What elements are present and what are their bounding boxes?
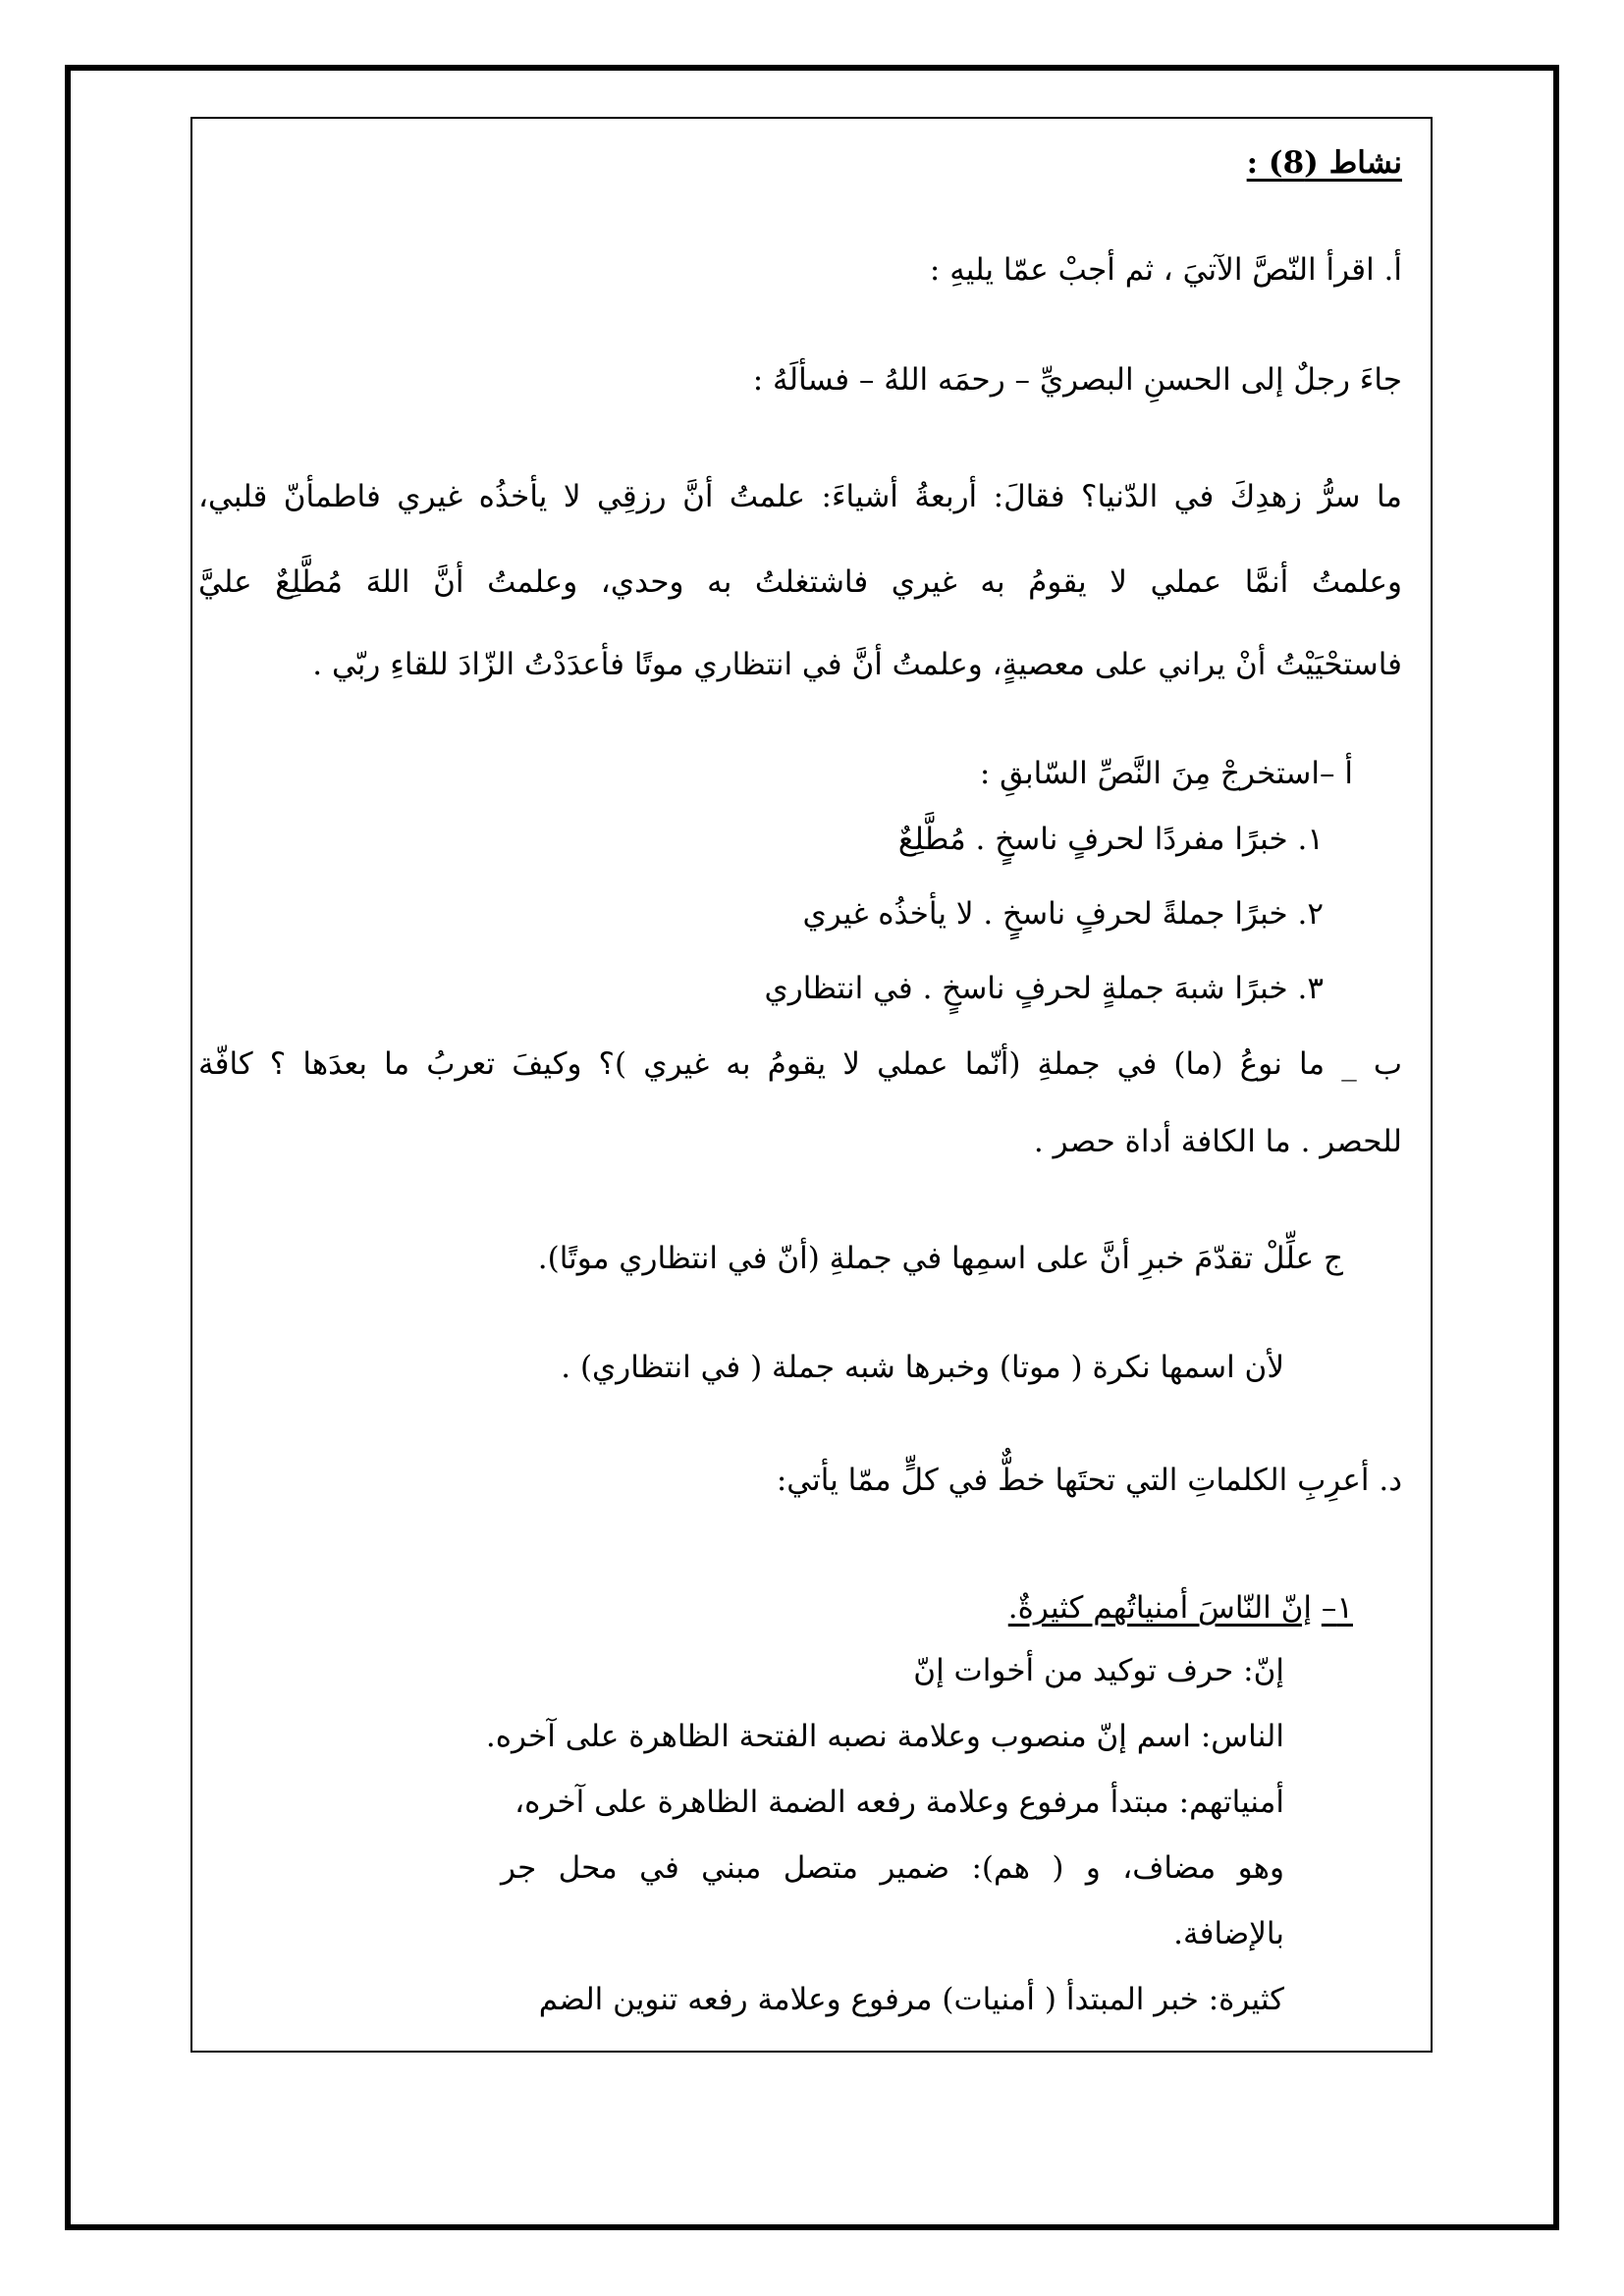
extract-item: ٣. خبرًا شبهَ جملةٍ لحرفٍ ناسخٍ . في انتظاري (764, 971, 1324, 1006)
content-border (190, 117, 1433, 2053)
question-b: ب _ ما نوعُ (ما) في جملةِ (أنّما عملي لا يقومُ به غيري )؟ وكيفَ تعربُ ما بعدَها ؟ كافّة (198, 1046, 1402, 1082)
parse-line: إنّ: حرف توكيد من أخوات إنّ (913, 1653, 1284, 1688)
parse-heading (198, 1588, 1353, 1628)
extract-item: ١. خبرًا مفردًا لحرفٍ ناسخٍ . مُطَّلِعٌ (897, 822, 1324, 857)
parse-line: وهو مضاف، و ( هم): ضمير متصل مبني في محل جر (501, 1850, 1284, 1886)
parse-line: كثيرة: خبر المبتدأ ( أمنيات) مرفوع وعلامة رفعه تنوين الضم (538, 1982, 1284, 2017)
parse-line: أمنياتهم: مبتدأ مرفوع وعلامة رفعه الضمة الظاهرة على آخره، (514, 1785, 1284, 1820)
answer-b: للحصر . ما الكافة أداة حصر . (1033, 1124, 1402, 1159)
extract-item: ٢. خبرًا جملةً لحرفٍ ناسخٍ . لا يأخذُه غيري (802, 896, 1324, 932)
activity-title: نشاط (8) : (1246, 145, 1402, 181)
extract-heading: أ –استخرجْ مِنَ النَّصِّ السّابقِ : (979, 756, 1353, 791)
question-d: د. أعرِبِ الكلماتِ التي تحتَها خطٌّ في كلٍّ ممّا يأتي: (776, 1463, 1402, 1498)
question-c: ج علِّلْ تقدّمَ خبرِ أنَّ على اسمِها في جملةِ (أنّ في انتظاري موتًا). (537, 1241, 1343, 1276)
story-intro: جاءَ رجلٌ إلى الحسنِ البصريِّ – رحمَه اللهُ – فسألَهُ : (752, 362, 1402, 398)
parse-heading-sentence: إنّ النّاسَ أمنياتُهم كثيرةٌ. (1007, 1590, 1312, 1626)
instruction-read: أ. اقرأ النّصَّ الآتيَ ، ثم أجبْ عمّا يليهِ : (929, 252, 1402, 288)
story-line: ما سرُّ زهدِكَ في الدّنيا؟ فقالَ: أربعةُ أشياءَ: علمتُ أنَّ رزقِي لا يأخذُه غيري فاطمأنّ قلبي، (198, 479, 1402, 514)
parse-line: بالإضافة. (1173, 1916, 1284, 1951)
parse-line: الناس: اسم إنّ منصوب وعلامة نصبه الفتحة الظاهرة على آخره. (485, 1719, 1284, 1754)
story-line: وعلمتُ أنمَّا عملي لا يقومُ به غيري فاشتغلتُ به وحدي، وعلمتُ أنَّ اللهَ مُطَّلِعٌ عليَّ (198, 564, 1402, 600)
parse-heading-number: ١– (1321, 1590, 1353, 1626)
story-line: فاستحْيَيْتُ أنْ يراني على معصيةٍ، وعلمتُ أنَّ في انتظاري موتًا فأعدَدْتُ الزّادَ للقاءِ ربّي . (312, 647, 1402, 682)
answer-c: لأن اسمها نكرة ( موتا) وخبرها شبه جملة ( في انتظاري) . (561, 1350, 1284, 1385)
